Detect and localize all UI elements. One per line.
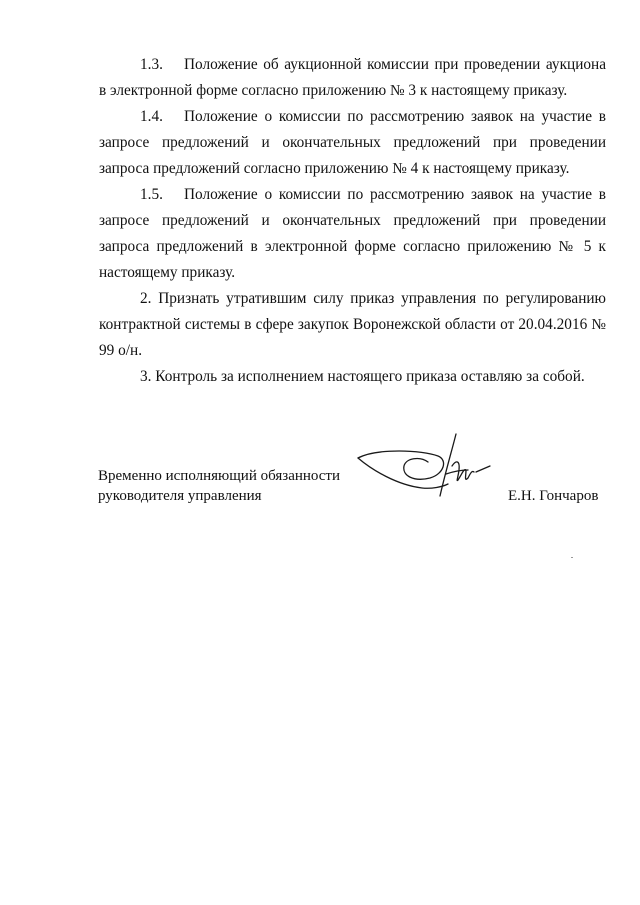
clause-text: 2. Признать утратившим силу приказ управления по регулированию контрактной системы в сфере закупок Воронежской области от 20.04.2016 № 99 о/н. bbox=[99, 290, 606, 359]
position-line-2: руководителя управления bbox=[98, 488, 262, 504]
clause-number: 1.3. bbox=[140, 56, 163, 73]
position-line-1: Временно исполняющий обязанности bbox=[98, 468, 341, 484]
clause-text: Положение о комиссии по рассмотрению заявок на участие в запросе предложений и окончательных предложений при проведении запроса предложений согласно приложению № 4 к настоящему приказу. bbox=[99, 108, 606, 177]
clause-1-3 bbox=[99, 52, 606, 104]
scan-speck bbox=[571, 557, 573, 558]
signatory-position bbox=[98, 466, 340, 506]
signatory-name: Е.Н. Гончаров bbox=[508, 488, 599, 504]
handwritten-signature bbox=[352, 430, 492, 505]
clause-1-5 bbox=[99, 182, 606, 286]
clause-2 bbox=[99, 286, 606, 364]
clause-3 bbox=[99, 364, 606, 390]
clause-number: 1.4. bbox=[140, 108, 163, 125]
clause-number: 1.5. bbox=[140, 186, 163, 203]
clause-text: 3. Контроль за исполнением настоящего приказа оставляю за собой. bbox=[140, 368, 585, 385]
clause-1-4 bbox=[99, 104, 606, 182]
clause-text: Положение об аукционной комиссии при проведении аукциона в электронной форме согласно приложению № 3 к настоящему приказу. bbox=[99, 56, 606, 99]
clause-text: Положение о комиссии по рассмотрению заявок на участие в запросе предложений и окончательных предложений при проведении запроса предложений в электронной форме согласно приложению № 5 к настоящему приказу. bbox=[99, 186, 606, 281]
